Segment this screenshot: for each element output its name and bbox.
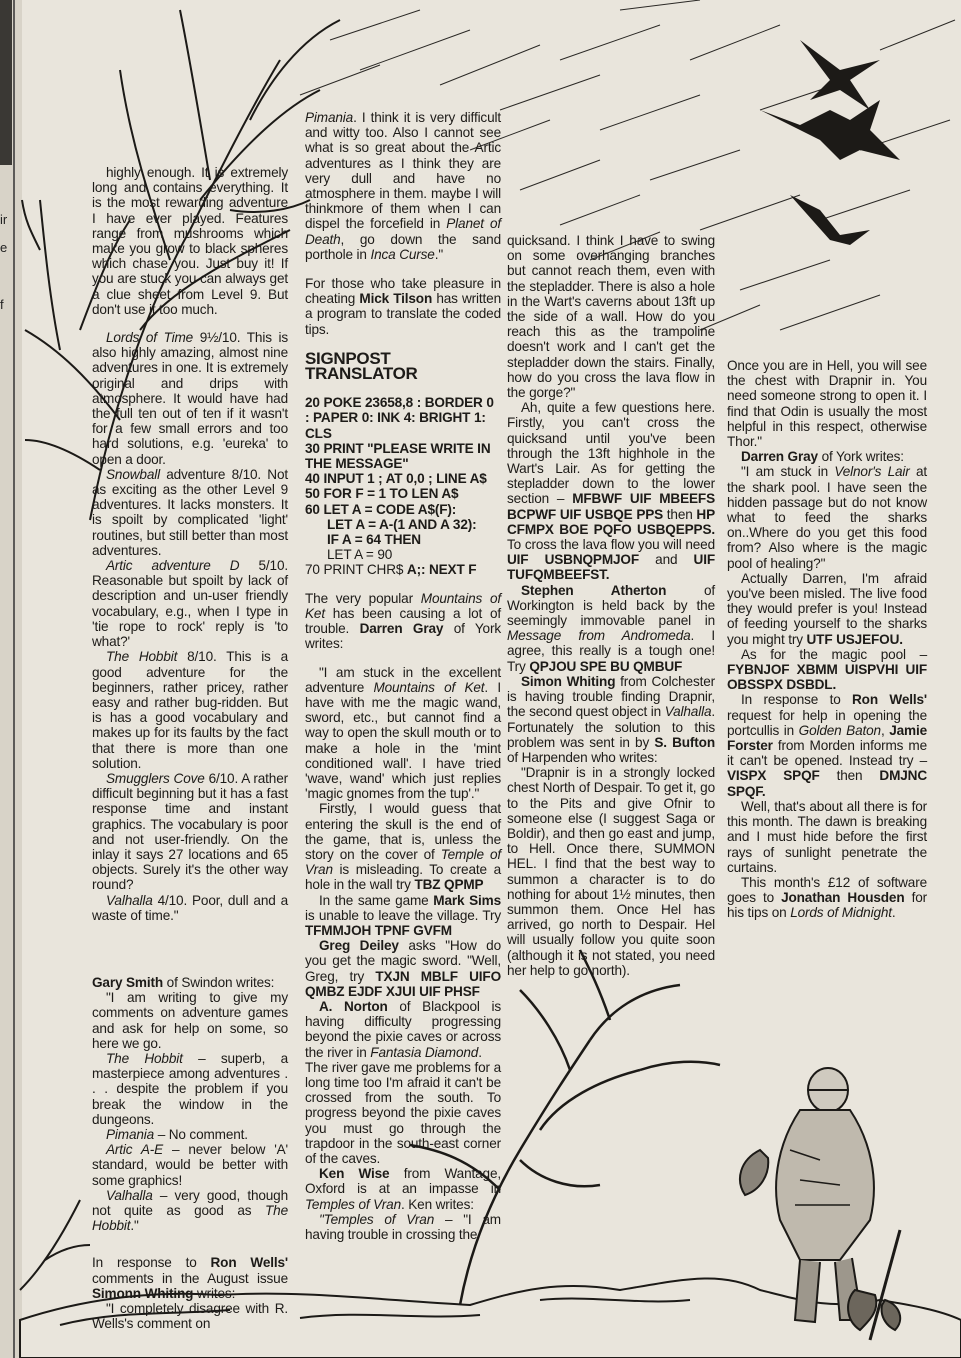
paragraph-text: . — [891, 905, 896, 921]
query-norton — [305, 999, 501, 1060]
code-text: A;: NEXT F — [406, 562, 477, 578]
paragraph-text: "I am stuck in — [741, 464, 835, 480]
review-smugglers-cove — [92, 771, 288, 893]
letter-darren-velnor — [727, 464, 927, 570]
paragraph-text: This month's £12 of software goes to — [727, 874, 927, 906]
review-paragraph — [92, 165, 288, 317]
paragraph-text: 6/10. A rather difficult beginning but it has a fast response time and instant graphics. The vocabulary is poor and not user-friendly. On the inlay it says 27 locations and 65 objects. Surely it's the other way round? — [92, 770, 288, 893]
paragraph-text: "I completely disagree with R. Wells's comment on — [92, 1301, 288, 1332]
paragraph-text: of York writes: — [305, 621, 501, 652]
answer-mark-sims — [305, 893, 501, 939]
paragraph-text: quicksand. I think I have to swing on some overhanging branches but cannot reach them, even with the stepladder. There is also a hole in the Wart's caverns about 13ft up the side of a wall. How do you reach this as the trampoline doesn't work and I can't get the stepladder down the stairs. Finally, how do you cross the lava flow in the gorge?" — [507, 233, 715, 401]
page-gutter — [0, 0, 22, 1358]
prize-paragraph — [727, 875, 927, 921]
code-text: 70 PRINT CHR$ — [305, 562, 407, 578]
query-darren-intro — [727, 449, 927, 464]
paragraph-text: In the same game — [319, 892, 434, 908]
margin-fragment: e — [0, 240, 8, 255]
game-title: Message from Andromeda — [507, 628, 691, 644]
answer-magic-pool — [727, 647, 927, 693]
section-heading: SIGNPOST TRANSLATOR — [305, 348, 418, 384]
paragraph-text: "Drapnir is in a strongly locked chest North of Despair. To get it, go to the Pits and give Ofnir to someone else (I suggest Saga or Boldir), and then go east and jump, to Hell. Once there, SUMMON HEL. I find that the best way to summon a character is to do nothing for about 1½ minutes, then summon them. Once Hel has arrived, go north to Despair. Hel will usually follow you quite soon (although it is not stated, you need her help to go north). — [507, 765, 715, 978]
paragraph-text: from Colchester is having trouble finding Drapnir, the second quest object in — [507, 673, 715, 720]
paragraph-text: asks "How do you get the magic sword. "Well, Greg, try — [305, 938, 501, 984]
paragraph-text: adventure 8/10. Not as exciting as the other Level 9 adventures. It lacks monsters. It is spoilt by complicated 'light' routines, but still better than most adventures. — [92, 466, 288, 558]
paragraph-text: ." — [130, 1218, 139, 1234]
coded-tip: QPJOU SPE BU QMBUF — [529, 658, 683, 674]
paragraph-text: and — [639, 552, 694, 568]
answer-skull — [305, 801, 501, 892]
game-title: Planet of Death — [305, 216, 501, 247]
paragraph-text: 9½/10. This is also highly amazing, almost nine adventures in one. It is extremely original and drips with atmosphere. It would have had the full ten out of ten if it wasn't for a few small errors and too hard solutions, e.g. 'eureka' to open a door. — [92, 330, 288, 467]
prev-page-bar — [0, 0, 12, 165]
code-line: 30 PRINT "PLEASE WRITE IN THE MESSAGE" — [305, 440, 491, 472]
paragraph-text: at the shark pool. I have seen the hidden passage but do not know what to feed the sharks on..Where do you get this food from? Also where is the magic pool of healing?" — [727, 464, 927, 571]
paragraph-text: Once you are in Hell, you will see the chest with Drapnir in. You need someone strong to open it. I find that Odin is usually the most helpful in this respect, otherwise Thor." — [727, 358, 927, 450]
paragraph-text: – "I am having trouble in crossing the — [305, 1211, 501, 1243]
paragraph-text: highly enough. It is extremely long and contains everything. It is the most rewarding adventure I have ever played. Features range from mushrooms which make you grow to black spheres which chase you. Just buy it! If you are stuck you can always get a clue sheet from Level 9. But don't use it too much. — [92, 165, 288, 317]
paragraph-text: – superb, a masterpiece among adventures . . . despite the problem if you break the window in the dungeons. — [92, 1050, 288, 1127]
paragraph-text: As for the magic pool – — [741, 646, 927, 662]
paragraph-text: . I agree, this really is a tough one! Try — [507, 628, 715, 674]
letter-start — [92, 1301, 288, 1331]
code-line: LET A = 90 — [327, 547, 393, 563]
review-valhalla-2 — [92, 1188, 288, 1234]
author-name: Ken Wise — [319, 1166, 390, 1182]
paragraph-text: of Blackpool is having difficulty progressing beyond the pixie caves or across the river in — [305, 998, 501, 1060]
author-name: Mick Tilson — [359, 291, 433, 307]
paragraph-text: 5/10. Reasonable but spoilt by lack of description and un-user friendly vocabulary, e.g., when I type in 'tie rope to rock' reply is 'to what?' — [92, 558, 288, 650]
game-title: "Temples of Vran — [319, 1211, 435, 1227]
tree-bottom-left — [20, 1200, 90, 1290]
margin-fragment: f — [0, 297, 4, 312]
author-name: Jamie Forster — [727, 722, 927, 754]
letter-bufton — [507, 765, 715, 978]
query-ken-wise — [305, 1166, 501, 1212]
game-title: Pimania — [106, 1126, 155, 1142]
coded-tip: FYBNJOF XBMM UISPVHI UIF OBSSPX DSBDL. — [727, 662, 927, 693]
answer-portcullis — [727, 692, 927, 798]
game-title: Smugglers Cove — [106, 770, 205, 786]
paragraph-text: has been causing a lot of trouble. — [305, 605, 501, 637]
crow-birds — [760, 40, 900, 245]
review-hobbit — [92, 649, 288, 771]
margin-fragment: ir — [0, 212, 8, 227]
answer-greg — [305, 938, 501, 999]
coded-tip: HP CFMPX BOE PQFO USBQEPPS. — [507, 506, 715, 537]
code-line: 20 POKE 23658,8 : BORDER 0 : PAPER 0: INK 4: BRIGHT 1: CLS — [305, 395, 494, 441]
paragraph-text: "I am stuck in the excellent adventure — [305, 664, 501, 695]
column-4 — [727, 358, 927, 921]
translator-intro — [305, 276, 501, 337]
paragraph-text: is unable to leave the village. Try — [305, 907, 501, 923]
coded-tip: TBZ QPMP — [414, 877, 484, 893]
author-name: S. Bufton — [654, 734, 715, 750]
paragraph-text: comments in the August issue — [92, 1270, 288, 1286]
paragraph-text: then — [819, 768, 880, 784]
paragraph-text: In response to — [741, 692, 853, 708]
letter-continued — [305, 110, 501, 262]
paragraph-text: Ah, quite a few questions here. Firstly, you can't cross the quicksand until you've been through the 13ft highhole in the Wart's Lair. As for getting the stepladder down to the lower section – — [507, 400, 715, 507]
paragraph-text: The very popular — [305, 590, 421, 606]
paragraph-text: For those who take pleasure in cheating — [305, 276, 501, 307]
paragraph-text: of Workington is held back by the seemingly immovable panel in — [507, 582, 715, 629]
game-title: Snowball — [106, 466, 160, 482]
paragraph-text: Firstly, I would guess that entering the skull is the end of the game, that is, unless the story on the cover of — [305, 801, 501, 862]
letter-gary-smith — [92, 975, 288, 990]
review-artic-ae — [92, 1142, 288, 1188]
code-line: 60 LET A = CODE A$(F): — [305, 501, 457, 517]
letter-ken — [305, 1212, 501, 1242]
review-snowball — [92, 467, 288, 558]
paragraph-text: is misleading. To create a hole in the wall try — [305, 862, 501, 893]
game-title: The Hobbit — [92, 1203, 288, 1234]
paragraph-text: The river gave me problems for a long time too I'm afraid it can't be crossed from the south. To progress beyond the pixie caves you must go through the trapdoor in the south-east corner of the caves. — [305, 1059, 501, 1166]
closing-paragraph — [727, 799, 927, 875]
coded-tip: MFBWF UIF MBEEFS BCPWF UIF USBQE PPS — [507, 491, 715, 522]
letter-bufton-continued — [727, 358, 927, 449]
author-name: Ron Wells' — [210, 1255, 288, 1271]
paragraph-text: request for help in opening the portcullis in — [727, 707, 927, 738]
author-name: Mark Sims — [433, 892, 501, 908]
game-title: Lords of Time — [106, 330, 194, 346]
review-hobbit-2 — [92, 1051, 288, 1127]
game-title: The Hobbit — [106, 649, 178, 665]
game-title: Golden Baton — [798, 722, 881, 738]
answer-quicksand — [507, 400, 715, 582]
paragraph-text: . — [478, 1044, 482, 1060]
paragraph-text: , go down the sand porthole in — [305, 231, 501, 262]
response-paragraph — [92, 1255, 288, 1301]
paragraph-text: of Swindon writes: — [163, 974, 275, 990]
coded-tip: TFMMJOH TPNF GVFM — [305, 922, 452, 938]
review-valhalla — [92, 893, 288, 923]
paragraph-text: then — [663, 506, 697, 522]
code-line: 40 INPUT 1 ; AT 0,0 ; LINE A$ — [305, 471, 487, 487]
author-name: Darren Gray — [741, 449, 818, 465]
coded-tip: UTF USJEFOU. — [806, 631, 903, 647]
game-title: The Hobbit — [106, 1050, 183, 1066]
paragraph-text: . Fortunately the solution to this problem was sent in by — [507, 704, 715, 750]
answer-sharks — [727, 571, 927, 647]
paragraph-text: – very good, though not quite as good as — [92, 1187, 288, 1218]
paragraph-text: "I am writing to give my comments on adventure games and ask for help on some, so here we go. — [92, 990, 288, 1051]
letter-darren — [305, 665, 501, 802]
game-title: Valhalla — [106, 892, 153, 908]
paragraph-text: 8/10. This is a good adventure for the beginners, rather pricey, rather easy and rather bug-ridden. But is has a good vocabulary and makes up for its faults by the fact that there is more than one solution. — [92, 649, 288, 771]
coded-tip: UIF USBNQPMJOF — [507, 552, 640, 568]
author-name: Ron Wells' — [852, 692, 927, 708]
game-title: Valhalla — [106, 1187, 153, 1203]
column-1 — [92, 165, 288, 1331]
paragraph-text: from Morden informs me it can't be opened. Instead try – — [727, 738, 927, 769]
author-name: Darren Gray — [359, 621, 444, 637]
answer-river — [305, 1060, 501, 1166]
paragraph-text: has written a program to translate the coded tips. — [305, 291, 501, 337]
game-title: Artic A-E — [106, 1142, 164, 1158]
game-title: Valhalla — [664, 704, 712, 720]
coded-tip: TXJN MBLF UIFO QMBZ EJDF XJUI UIF PHSF — [305, 968, 502, 999]
coded-tip: VISPX SPQF — [727, 768, 820, 784]
code-line: 50 FOR F = 1 TO LEN A$ — [305, 486, 459, 502]
game-title: Fantasia Diamond — [370, 1044, 479, 1060]
review-lords-of-time — [92, 330, 288, 467]
paragraph-text: of Harpenden who writes: — [507, 749, 658, 765]
code-line: LET A = A-(1 AND A 32): — [327, 516, 477, 532]
author-name: A. Norton — [319, 998, 388, 1014]
column-2 — [305, 110, 501, 1242]
author-name: Jonathan Housden — [781, 890, 905, 906]
paragraph-text: , — [880, 722, 890, 738]
author-name: Greg Deiley — [319, 938, 399, 954]
game-title: Inca Curse — [370, 246, 435, 262]
coded-tip: UIF TUFQMBEEFST. — [507, 552, 715, 583]
code-line — [305, 562, 501, 577]
game-title: Artic adventure D — [106, 558, 240, 574]
game-title: Lords of Midnight — [790, 905, 892, 921]
paragraph-text: . Ken writes: — [401, 1196, 474, 1212]
paragraph-text: In response to — [92, 1255, 211, 1271]
code-line: IF A = 64 THEN — [327, 532, 421, 548]
paragraph-text: To cross the lava flow you will need — [507, 537, 715, 553]
author-name: Gary Smith — [92, 974, 164, 990]
letter-intro — [92, 990, 288, 1051]
paragraph-text: – never below 'A' standard, would be better with some graphics! — [92, 1142, 288, 1188]
column-3 — [507, 233, 715, 978]
paragraph-text: for his tips on — [727, 890, 928, 921]
paragraph-text: Well, that's about all there is for this month. The dawn is breaking and I must hide before the first rays of sunlight penetrate the curtains. — [727, 798, 927, 875]
paragraph-text: from Wantage, Oxford is at an impasse in — [305, 1166, 501, 1197]
game-title: Mountains of Ket — [373, 679, 485, 695]
answer-stephen — [507, 583, 715, 674]
basic-program-listing — [305, 395, 501, 577]
paragraph-text: – No comment. — [154, 1126, 248, 1142]
game-title: Mountains of Ket — [305, 590, 501, 621]
paragraph-text: writes: — [193, 1285, 236, 1301]
game-title: Velnor's Lair — [834, 464, 910, 480]
game-title: Temples of Vran — [305, 1196, 401, 1212]
mountains-intro — [305, 591, 501, 652]
paragraph-text: . I think it is very difficult and witty too. Also I cannot see what is so great about the Artic adventures as I think they are very dull and have no atmosphere in them. maybe I will thinkmore of them when I can dispel the forcefield in — [305, 110, 501, 232]
author-name: Stephen Atherton — [521, 582, 667, 598]
review-pimania — [92, 1127, 288, 1142]
game-title: Pimania — [305, 110, 354, 125]
coded-tip: DMJNC SPQF. — [727, 768, 927, 799]
review-artic-d — [92, 558, 288, 649]
paragraph-text: of York writes: — [817, 449, 904, 465]
paragraph-text: . I have with me the magic wand, sword, etc., but cannot find a way to open the skull mouth or to make a hole in the 'mint conditioned wall'. I have tried 'wave, wand' which just replies 'magic gnomes from the tup'." — [305, 679, 501, 802]
author-name: Simonn Whiting — [92, 1285, 194, 1301]
paragraph-text: ." — [434, 246, 444, 262]
query-simon — [507, 674, 715, 765]
paragraph-text: 4/10. Poor, dull and a waste of time." — [92, 892, 288, 923]
game-title: Temple of Vran — [305, 846, 501, 878]
author-name: Simon Whiting — [521, 673, 616, 689]
letter-ken-continued — [507, 233, 715, 400]
paragraph-text: Actually Darren, I'm afraid you've been misled. The live food they would prefer is you! Instead of feeding yourself to the sharks you might try — [727, 570, 927, 647]
